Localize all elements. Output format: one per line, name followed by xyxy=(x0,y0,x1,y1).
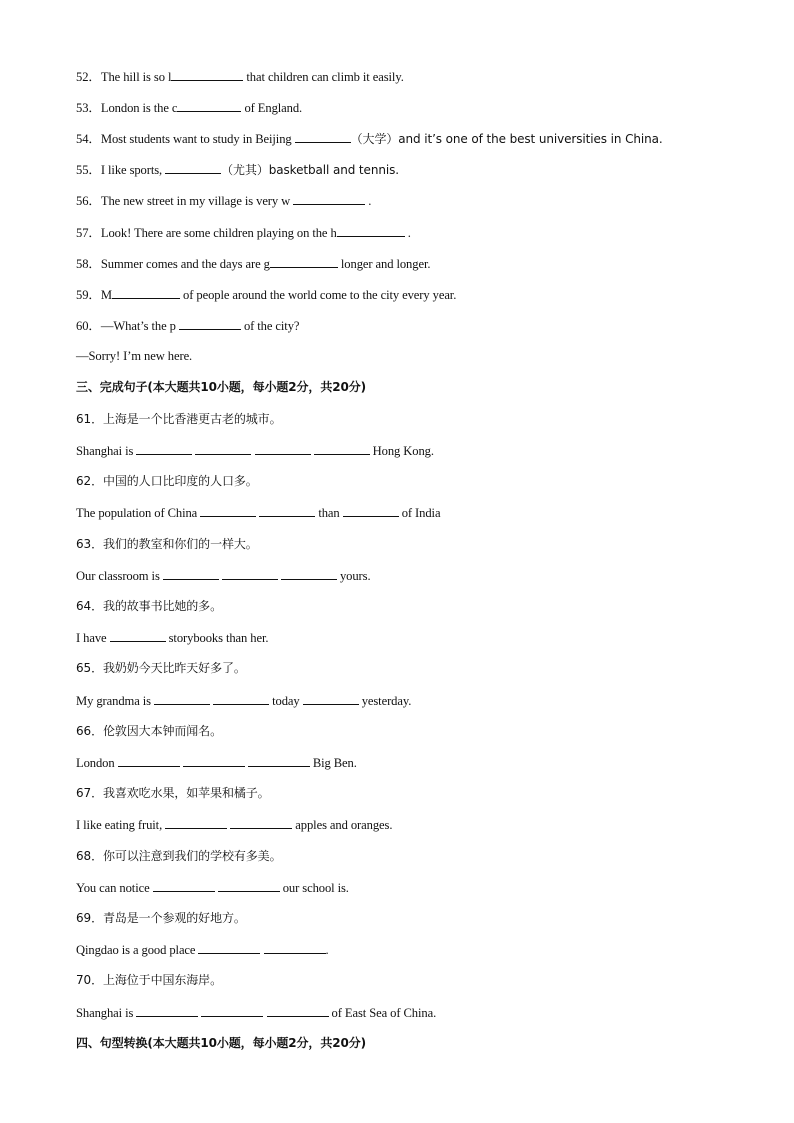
question-60: 60．—What’s the p of the city? xyxy=(76,319,300,333)
question-63-answer: Our classroom is yours. xyxy=(76,569,371,583)
answer-blank[interactable] xyxy=(343,504,399,517)
answer-blank[interactable] xyxy=(165,161,221,174)
question-70-answer: Shanghai is of East Sea of China. xyxy=(76,1006,437,1020)
answer-blank[interactable] xyxy=(177,99,241,112)
question-70-prompt: 70．上海位于中国东海岸。 xyxy=(76,973,222,987)
answer-blank[interactable] xyxy=(270,255,338,268)
question-55: 55．I like sports, （尤其）basketball and tennis. xyxy=(76,163,399,177)
question-62-answer: The population of China than of India xyxy=(76,506,441,520)
answer-blank[interactable] xyxy=(163,567,219,580)
answer-blank[interactable] xyxy=(281,567,337,580)
question-66-answer: London Big Ben. xyxy=(76,756,357,770)
question-65-answer: My grandma is today yesterday. xyxy=(76,694,412,708)
question-69-answer: Qingdao is a good place . xyxy=(76,943,329,957)
answer-blank[interactable] xyxy=(110,629,166,642)
question-59: 59．M of people around the world come to the city every year. xyxy=(76,288,457,302)
answer-blank[interactable] xyxy=(153,879,215,892)
section-4-heading: 四、句型转换(本大题共10小题，每小题2分，共20分) xyxy=(76,1036,367,1050)
question-65-prompt: 65．我奶奶今天比昨天好多了。 xyxy=(76,661,246,675)
question-52: 52．The hill is so l that children can climb it easily. xyxy=(76,70,404,84)
answer-blank[interactable] xyxy=(118,754,180,767)
question-63-prompt: 63．我们的教室和你们的一样大。 xyxy=(76,537,258,551)
question-62-prompt: 62．中国的人口比印度的人口多。 xyxy=(76,474,258,488)
question-60-reply: —Sorry! I’m new here. xyxy=(76,349,193,363)
question-61-prompt: 61．上海是一个比香港更古老的城市。 xyxy=(76,412,282,426)
answer-blank[interactable] xyxy=(248,754,310,767)
question-57: 57．Look! There are some children playing on the h . xyxy=(76,226,411,240)
answer-blank[interactable] xyxy=(200,504,256,517)
answer-blank[interactable] xyxy=(154,692,210,705)
question-67-prompt: 67．我喜欢吃水果，如苹果和橘子。 xyxy=(76,786,270,800)
answer-blank[interactable] xyxy=(183,754,245,767)
question-53: 53．London is the c of England. xyxy=(76,101,303,115)
question-64-answer: I have storybooks than her. xyxy=(76,631,269,645)
answer-blank[interactable] xyxy=(255,442,311,455)
answer-blank[interactable] xyxy=(293,192,365,205)
answer-blank[interactable] xyxy=(201,1004,263,1017)
answer-blank[interactable] xyxy=(213,692,269,705)
answer-blank[interactable] xyxy=(136,1004,198,1017)
answer-blank[interactable] xyxy=(314,442,370,455)
question-66-prompt: 66．伦敦因大本钟而闻名。 xyxy=(76,724,222,738)
question-56: 56．The new street in my village is very w . xyxy=(76,194,372,208)
answer-blank[interactable] xyxy=(112,286,180,299)
question-54: 54．Most students want to study in Beijing （大学）and it’s one of the best universities in China. xyxy=(76,132,663,146)
answer-blank[interactable] xyxy=(230,816,292,829)
question-69-prompt: 69．青岛是一个参观的好地方。 xyxy=(76,911,246,925)
answer-blank[interactable] xyxy=(303,692,359,705)
answer-blank[interactable] xyxy=(259,504,315,517)
question-68-prompt: 68．你可以注意到我们的学校有多美。 xyxy=(76,849,282,863)
question-64-prompt: 64．我的故事书比她的多。 xyxy=(76,599,222,613)
answer-blank[interactable] xyxy=(179,317,241,330)
question-68-answer: You can notice our school is. xyxy=(76,881,349,895)
answer-blank[interactable] xyxy=(198,941,260,954)
answer-blank[interactable] xyxy=(337,224,405,237)
answer-blank[interactable] xyxy=(218,879,280,892)
answer-blank[interactable] xyxy=(165,816,227,829)
answer-blank[interactable] xyxy=(264,941,326,954)
section-3-heading: 三、完成句子(本大题共10小题，每小题2分，共20分) xyxy=(76,380,367,394)
question-58: 58．Summer comes and the days are g longer and longer. xyxy=(76,257,431,271)
answer-blank[interactable] xyxy=(267,1004,329,1017)
answer-blank[interactable] xyxy=(295,130,351,143)
answer-blank[interactable] xyxy=(136,442,192,455)
answer-blank[interactable] xyxy=(195,442,251,455)
answer-blank[interactable] xyxy=(171,68,243,81)
answer-blank[interactable] xyxy=(222,567,278,580)
question-61-answer: Shanghai is Hong Kong. xyxy=(76,444,434,458)
question-67-answer: I like eating fruit, apples and oranges. xyxy=(76,818,393,832)
